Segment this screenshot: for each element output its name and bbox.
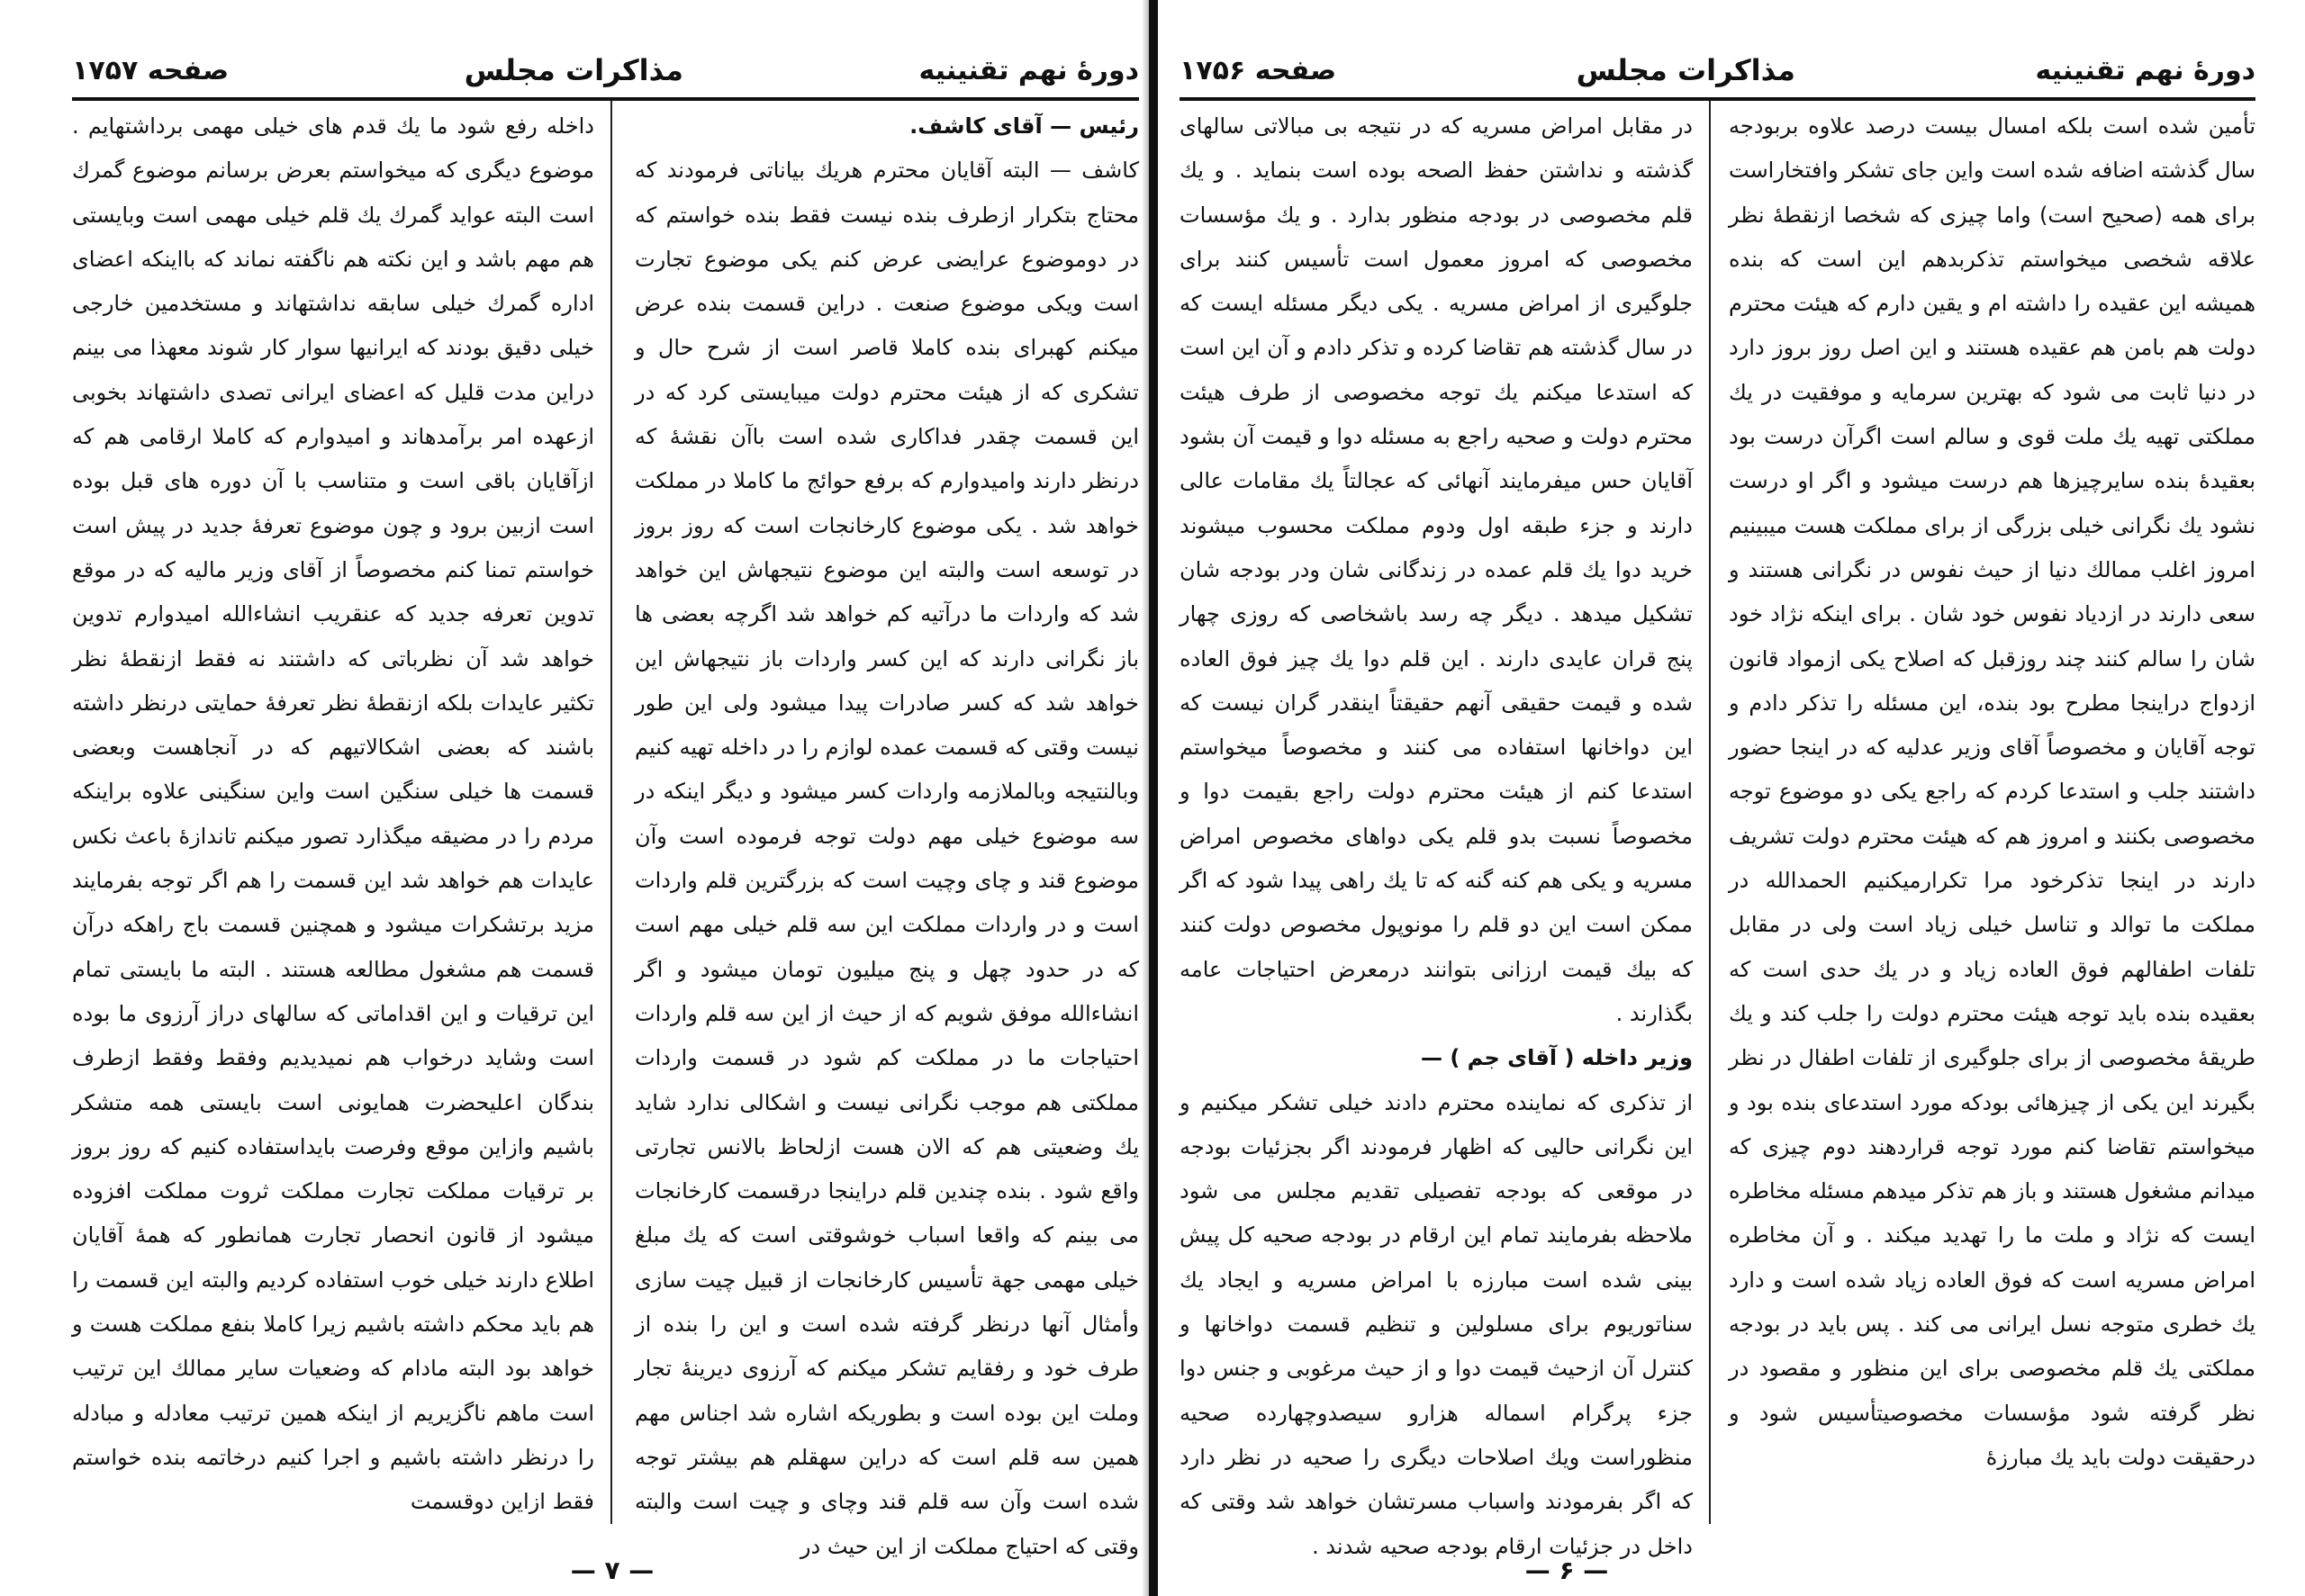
paragraph: تأمین شده است بلکه امسال بیست درصد علاوه بربودجه سال گذشته اضافه شده است واین جای تشکر وافتخاراست برای همه (صحیح است) واما چیزی که شخصا ازنقطهٔ نظر علاقه شخصی میخواستم تذکربدهم این است که بنده همیشه این عقیده را داشته ام و یقین دارم که هیئت محترم دولت هم بامن هم عقیده هستند و این اصل روز بروز دارد در دنیا ثابت می شود که بهترین سرمایه و موفقیت در یك مملکتی تهیه یك ملت قوی و سالم است اگرآن درست بود بعقیدهٔ بنده سایرچیزها هم درست میشود و اگر او درست نشود یك نگرانی خیلی بزرگی از برای مملکت هست میبینیم امروز اغلب ممالك دنیا از حیث نفوس در نگرانی هستند و سعی دارند در ازدیاد نفوس خود شان . برای اینکه نژاد خود شان را سالم کنند چند روزقبل که اصلاح یکی ازمواد قانون ازدواج دراینجا مطرح بود بنده، این مسئله را تذکر دادم و توجه آقایان و مخصوصاً آقای وزیر عدلیه که در اینجا حضور داشتند جلب و استدعا کردم که راجع یکی دو موضوع توجه مخصوصی بکنند و امروز هم که هیئت محترم دولت تشریف دارند در اینجا تذکرخود مرا تکرارمیکنیم الحمدالله در مملکت ما توالد و تناسل خیلی زیاد است ولی در مقابل تلفات اطفالهم فوق العاده زیاد و در یك حدی است که بعقیده بنده باید توجه هیئت محترم دولت را جلب کند و یك طریقهٔ مخصوصی از برای جلوگیری از تلفات اطفال در نظر بگیرند این یکی از چیزهائی بودکه مورد استدعای بنده بود و میخواستم تقاضا کنم مورد توجه قراردهند دوم چیزی که میدانم مشغول هستند و باز هم تذکر میدهم مسئله مخاطره ایست که نژاد و ملت ما را تهدید میکند . و آن مخاطره امراض مسریه است که فوق العاده زیاد شده است و دارد یك خطری متوجه نسل ایرانی می کند . پس باید در بودجه مملکتی یك قلم مخصوصی برای این منظور و مقصود در نظر گرفته شود مؤسسات مخصوصیتأسیس شود و درحقیقت دولت باید یك مبارزهٔ: [1729, 113, 2255, 1470]
paragraph: کاشف — البته آقایان محترم هریك بیاناتی فرمودند که محتاج بتکرار ازطرف بنده نیست فقط بنده خواستم که در دوموضوع عرایضی عرض کنم یکی موضوع تجارت است ویکی موضوع صنعت . دراین قسمت بنده عرض میکنم کهبرای بنده کاملا قاصر است از شرح حال و تشکری که از هیئت محترم دولت میبایستی کرد که در این قسمت چقدر فداکاری شده است باآن نقشهٔ که درنظر دارند وامیدوارم که برفع حوائج ما کاملا در مملکت خواهد شد . یکی موضوع کارخانجات است که روز بروز در توسعه است والبته این موضوع نتیجهاش این خواهد شد که واردات ما درآتیه کم خواهد شد اگرچه بعضی ها باز نگرانی دارند که این کسر واردات باز نتیجهاش این خواهد شد که کسر صادرات پیدا میشود ولی این طور نیست وقتی که قسمت عمده لوازم را در داخله تهیه کنیم وبالنتیجه وبالملازمه واردات کسر میشود و دیگر اینکه در سه موضوع خیلی مهم دولت توجه فرموده است وآن موضوع قند و چای وچیت است که بزرگترین قلم واردات است و در واردات مملکت این سه قلم خیلی مهم است که در حدود چهل و پنج میلیون تومان میشود و اگر انشاءالله موفق شویم که از حیث از این سه قلم واردات احتیاجات ما در مملکت کم شود در قسمت واردات مملکتی هم موجب نگرانی نیست و اشکالی ندارد شاید یك وضعیتی هم که الان هست ازلحاظ بالانس تجارتی واقع شود . بنده چندین قلم دراینجا درقسمت کارخانجات می بینم که واقعا اسباب خوشوقتی است که یك مبلغ خیلی مهمی جهة تأسیس کارخانجات از قبیل چیت سازی وأمثال آنها درنظر گرفته شده است و این را بنده از طرف خود و رفقایم تشکر میکنم که آرزوی دیرینهٔ تجار وملت این بوده است و بطوریکه اشاره شد اجناس مهم همین سه قلم است که دراین سهقلم هم بیشتر توجه شده است وآن سه قلم قند وچای و چیت است والبته وقتی که احتیاج مملکت از این حیث در: [635, 158, 1139, 1559]
paragraph: در مقابل امراض مسریه که در نتیجه بی مبالاتی سالهای گذشته و نداشتن حفظ الصحه بوده است بنماید . و یك قلم مخصوصی در بودجه منظور بدارد . و یك مؤسسات مخصوصی که امروز معمول است تأسیس کنند برای جلوگیری از امراض مسریه . یکی دیگر مسئله ایست که در سال گذشته هم تقاضا کرده و تذکر دادم و آن این است که استدعا میکنم یك توجه مخصوصی از طرف هیئت محترم دولت و صحیه راجع به مسئله دوا و قیمت آن بشود آقایان حس میفرمایند آنهائی که عجالتاً یك مقامات عالی دارند و جزء طبقه اول ودوم مملکت محسوب میشوند خرید دوا یك قلم عمده در زندگانی شان ودر بودجه شان تشکیل میدهد . دیگر چه رسد باشخاصی که روزی چهار پنج قران عایدی دارند . این قلم دوا یك چیز فوق العاده شده و قیمت حقیقی آنهم حقیقتاً اینقدر گران نیست که این دواخانها استفاده می کنند و مخصوصاً میخواستم استدعا کنم از هیئت محترم دولت راجع بقیمت دوا و مخصوصاً نسبت بدو قلم یکی دواهای مخصوص امراض مسریه و یکی هم کنه گنه که تا یك راهی پیدا شود که اگر ممکن است این دو قلم را مونوپول مخصوص دولت کنند که بیك قیمت ارزانی بتوانند درمعرض احتیاجات عامه بگذارند .: [1180, 113, 1693, 1026]
header-session: دورهٔ نهم تقنینیه: [918, 54, 1139, 86]
page-folio: — ۷ —: [570, 1555, 655, 1585]
header-page-number: صفحه ۱۷۵۷: [72, 54, 230, 86]
spine-shadow: [1142, 0, 1149, 1596]
text-column-right: [635, 104, 1139, 1559]
column-divider: [610, 101, 612, 1524]
book-spine: [1149, 0, 1158, 1596]
speaker-line: وزیر داخله ( آقای جم ) —: [1420, 1045, 1693, 1071]
page-1756: [1180, 0, 2255, 1596]
header-rule: [1180, 97, 2255, 101]
page-1757: [72, 0, 1139, 1596]
speaker-line: رئیس — آقای کاشف.: [909, 113, 1139, 139]
header-rule: [72, 97, 1139, 101]
text-column-right: [1729, 104, 2255, 1524]
header-title: مذاکرات مجلس: [464, 53, 683, 87]
header-title: مذاکرات مجلس: [1576, 53, 1795, 87]
column-divider: [1709, 101, 1711, 1524]
header-page-number: صفحه ۱۷۵۶: [1180, 54, 1337, 86]
paragraph: داخله رفع شود ما یك قدم های خیلی مهمی برداشتهایم . موضوع دیگری که میخواستم بعرض برسانم موضوع گمرك است البته عواید گمرك یك قلم خیلی مهمی است وبایستی هم مهم باشد و این نکته هم ناگفته نماند که بااینکه اعضای اداره گمرك خیلی سابقه نداشتهاند و مستخدمین خارجی خیلی دقیق بودند که ایرانیها سوار کار شوند معهذا می بینم دراین مدت قلیل که اعضای ایرانی تصدی داشتهاند بخوبی ازعهده امر برآمدهاند و امیدوارم که کاملا ارقامی هم که ازآقایان باقی است و متناسب با آن دوره های قبل بوده است ازبین برود و چون موضوع تعرفهٔ جدید در پیش است خواستم تمنا کنم مخصوصاً از آقای وزیر مالیه که در موقع تدوین تعرفه جدید که عنقریب انشاءالله امیدوارم تدوین خواهد شد آن نظرباتی که داشتند نه فقط ازنقطهٔ نظر تکثیر عایدات بلکه ازنقطهٔ نظر تعرفهٔ حمایتی درنظر داشته باشند که بعضی اشکالاتیهم که در آنجاهست وبعضی قسمت ها خیلی سنگین است واین سنگینی علاوه براینکه مردم را در مضیقه میگذارد تصور میکنم تاندازهٔ باعث نکس عایدات هم خواهد شد این قسمت را هم اگر توجه بفرمایند مزید برتشکرات میشود و همچنین قسمت باج راهکه درآن قسمت هم مشغول مطالعه هستند . البته ما بایستی تمام این ترقیات و این اقداماتی که سالهای دراز آرزوی ما بوده است وشاید درخواب هم نمیدیدیم وفقط وفقط ازطرف بندگان اعلیحضرت همایونی است بایستی همه متشکر باشیم وازاین موقع وفرصت بایداستفاده کنیم که روز بروز بر ترقیات مملکت تجارت مملکت ثروت مملکت افزوده میشود از قانون انحصار تجارت همانطور که همهٔ آقایان اطلاع دارند خیلی خوب استفاده کردیم والبته این قسمت را هم باید محکم داشته باشیم زیرا کاملا بنفع مملکت هست و خواهد بود البته مادام که وضعیات سایر ممالك این ترتیب است ماهم ناگزیریم از اینکه همین ترتیب معادله و مبادله را درنظر داشته باشیم و اجرا کنیم درخاتمه بنده خواستم فقط ازاین دوقسمت: [72, 113, 594, 1515]
page-header: [72, 45, 1139, 95]
page-folio: — ۶ —: [1524, 1555, 1609, 1585]
text-column-left: [1180, 104, 1693, 1559]
header-session: دورهٔ نهم تقنینیه: [2035, 54, 2255, 86]
text-column-left: [72, 104, 594, 1524]
paragraph: از تذکری که نماینده محترم دادند خیلی تشکر میکنیم و این نگرانی حالیی که اظهار فرمودند اگر بجزئیات بودجه در موقعی که بودجه تفصیلی تقدیم مجلس می شود ملاحظه بفرمایند تمام این ارقام در بودجه صحیه کل پیش بینی شده است مبارزه با امراض مسریه و ایجاد یك سناتوریوم برای مسلولین و تنظیم قسمت دواخانها و کنترل آن ازحیث قیمت دوا و از حیث مرغوبی و جنس دوا جزء پرگرام اسماله هزارو سیصدوچهارده صحیه منظوراست ویك اصلاحات دیگری را صحیه در نظر دارد که اگر بفرمودند واسباب مسرتشان خواهد شد وقتی که داخل در جزئیات ارقام بودجه صحیه شدند .: [1180, 1089, 1693, 1559]
page-header: [1180, 45, 2255, 95]
